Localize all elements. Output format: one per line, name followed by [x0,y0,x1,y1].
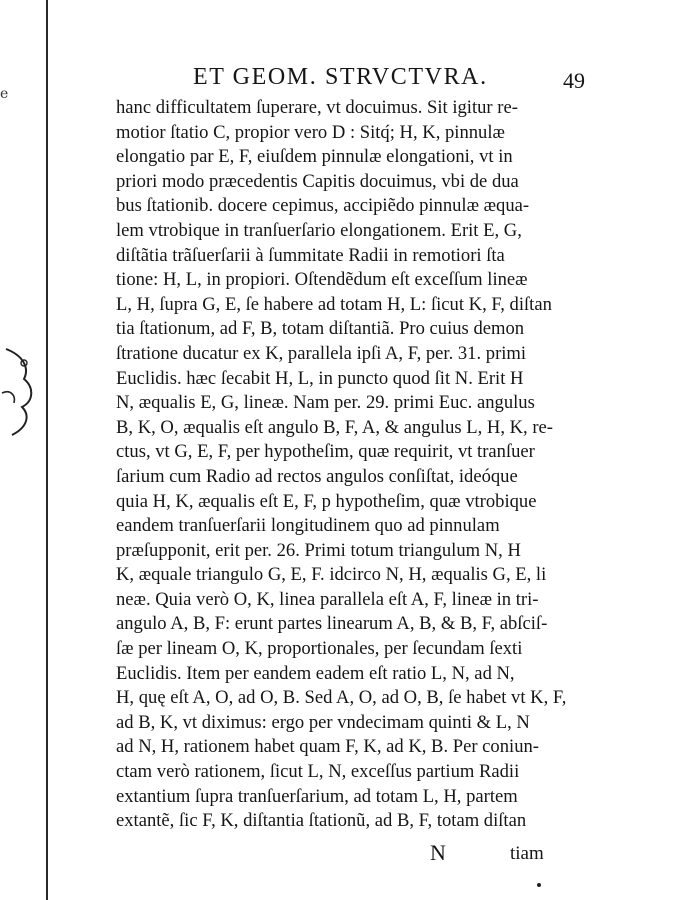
adjacent-page-strip [0,0,46,900]
text-line: ſarium cum Radio ad rectos angulos conſiſtat, ideóque [116,465,518,487]
text-line: extantẽ, ſic F, K, diſtantia ſtationũ, ad B, F, totam diſtan [116,810,527,832]
text-line: ctam verò rationem, ſicut L, N, exceſſus partium Radii [116,761,520,783]
text-line: ad N, H, rationem habet quam F, K, ad K, B. Per coniun- [116,736,539,758]
adjacent-page-figure [0,345,40,440]
text-line: B, K, O, æqualis eſt angulo B, F, A, & angulus L, H, K, re- [116,416,553,438]
text-line: neæ. Quia verò O, K, linea parallela eſt A, F, lineæ in tri- [116,588,539,610]
text-line: ad B, K, vt diximus: ergo per vndecimam quinti & L, N [116,711,530,733]
text-line: hanc difficultatem ſuperare, vt docuimus. Sit igitur re- [116,97,518,118]
text-line: tia ſtationum, ad F, B, totam diſtantiã. Pro cuius demon [116,318,525,340]
text-line: N, æqualis E, G, lineæ. Nam per. 29. primi Euc. angulus [116,392,535,414]
signature-mark: N [430,840,446,865]
catchword: tiam [510,843,544,864]
text-line: bus ſtationib. docere cepimus, accipiẽdo pinnulæ æqua- [116,195,530,217]
page-number: 49 [563,68,585,93]
text-line: Euclidis. Item per eandem eadem eſt ratio L, N, ad N, [116,662,515,684]
text-line: diſtãtia trãſuerſarii à ſummitate Radii in remotiori ſta [116,244,505,266]
text-line: ſtratione ducatur ex K, parallela ipſi A, F, per. 31. primi [116,342,527,364]
ink-speck [537,883,541,887]
body-text [116,96,586,834]
text-line: K, æquale triangulo G, E, F. idcirco N, H, æqualis G, E, li [116,564,547,586]
text-line: extantium ſupra tranſuerſarium, ad totam L, H, partem [116,785,518,807]
text-line: tione: H, L, in propiori. Oſtendẽdum eſt exceſſum lineæ [116,269,528,291]
text-line: Euclidis. hæc ſecabit H, L, in puncto quod ſit N. Erit H [116,367,524,389]
text-line: eandem tranſuerſarii longitudinem quo ad pinnulam [116,515,500,537]
text-line: L, H, ſupra G, E, ſe habere ad totam H, L: ſicut K, F, diſtan [116,293,552,315]
page-gutter-edge [46,0,48,900]
running-head: ET GEOM. STRVCTVRA. [193,64,488,90]
text-line: priori modo præcedentis Capitis docuimus, vbi de dua [116,170,519,192]
page-footer [0,840,689,880]
text-line: elongatio par E, F, eiuſdem pinnulæ elongationi, vt in [116,146,513,168]
text-line: quia H, K, æqualis eſt E, F, p hypotheſim, quæ vtrobique [116,490,537,512]
text-line: ctus, vt G, E, F, per hypotheſim, quæ requirit, vt tranſuer [116,441,535,463]
text-line: H, quę eſt A, O, ad O, B. Sed A, O, ad O, B, ſe habet vt K, F, [116,687,567,709]
text-line: præſupponit, erit per. 26. Primi totum triangulum N, H [116,539,521,561]
text-line: ſæ per lineam O, K, proportionales, per ſecundam ſexti [116,638,523,660]
text-line: motior ſtatio C, propior vero D : Sitq́; H, K, pinnulæ [116,121,505,143]
text-line: angulo A, B, F: erunt partes linearum A, B, & B, F, abſciſ- [116,613,548,635]
adjacent-page-fragment: e [0,86,9,102]
text-line: lem vtrobique in tranſuerſario elongationem. Erit E, G, [116,219,522,241]
